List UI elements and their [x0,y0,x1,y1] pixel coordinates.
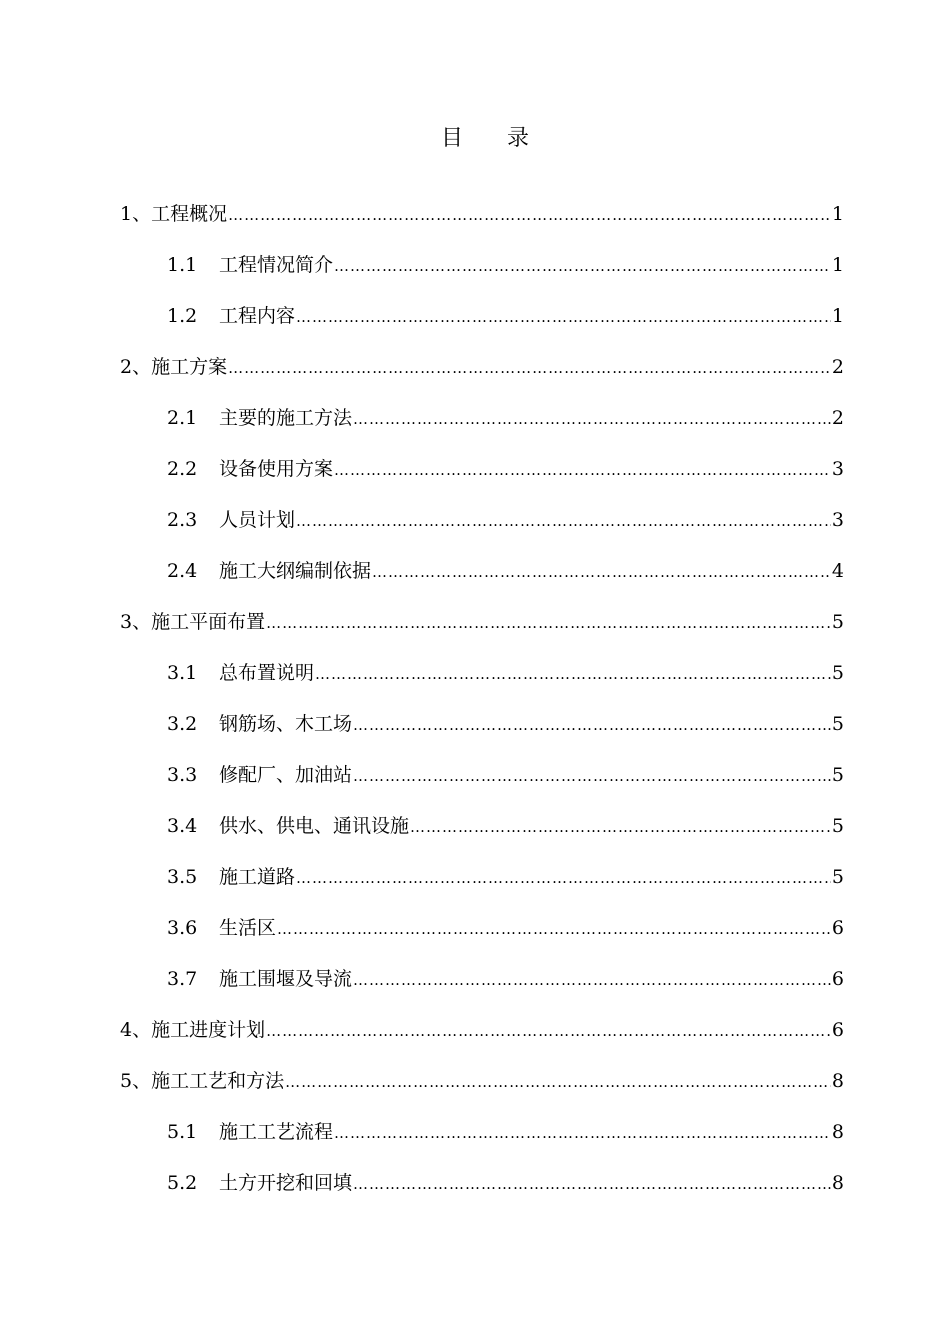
toc-page-number: 5 [831,611,844,633]
toc-entry-number: 3.7 [167,968,198,990]
toc-dot-leader [353,962,831,998]
toc-entry-number: 3.4 [167,815,198,837]
toc-entry-number: 1.2 [167,305,198,327]
toc-section-entry[interactable] [120,757,844,808]
toc-page-number: 6 [831,1019,844,1041]
toc-entry-number: 3.1 [167,662,198,684]
toc-page-number: 3 [831,509,844,531]
toc-dot-leader [353,707,831,743]
toc-dot-leader [372,554,831,590]
toc-entry-number: 2、 [120,356,152,378]
toc-title-char: 目 [440,126,463,151]
toc-page-number: 5 [831,815,844,837]
toc-dot-leader [410,809,831,845]
toc-entry-title: 工程内容 [219,305,296,327]
toc-entry-number: 3、 [120,611,152,633]
toc-chapter-entry[interactable] [120,196,844,247]
toc-page-number: 3 [831,458,844,480]
toc-section-entry[interactable] [120,1165,844,1216]
toc-section-entry[interactable] [120,502,844,553]
toc-entry-number: 3.6 [167,917,198,939]
toc-dot-leader [285,1064,831,1100]
toc-section-entry[interactable] [120,247,844,298]
toc-entry-number: 2.2 [167,458,198,480]
toc-section-entry[interactable] [120,859,844,910]
toc-page-number: 8 [831,1172,844,1194]
toc-section-entry[interactable] [120,1114,844,1165]
toc-entry-number: 4、 [120,1019,152,1041]
toc-entry-title: 工程情况简介 [219,254,334,276]
toc-dot-leader [277,911,831,947]
toc-page-number: 1 [831,203,844,225]
toc-dot-leader [266,605,831,641]
toc-section-entry[interactable] [120,655,844,706]
toc-page-number: 1 [831,254,844,276]
toc-dot-leader [315,656,831,692]
toc-entry-title: 修配厂、加油站 [219,764,353,786]
toc-entry-title: 施工大纲编制依据 [219,560,372,582]
toc-page-number: 4 [831,560,844,582]
toc-section-entry[interactable] [120,451,844,502]
toc-entry-number: 3.2 [167,713,198,735]
toc-chapter-entry[interactable] [120,1012,844,1063]
toc-entry-title: 施工工艺和方法 [151,1070,285,1092]
toc-entry-title: 施工进度计划 [151,1019,266,1041]
toc-entry-title: 工程概况 [151,203,228,225]
toc-entry-title: 施工方案 [151,356,228,378]
toc-section-entry[interactable] [120,553,844,604]
toc-entry-number: 3.5 [167,866,198,888]
toc-section-entry[interactable] [120,808,844,859]
toc-page-number: 5 [831,713,844,735]
toc-entry-number: 1.1 [167,254,198,276]
toc-chapter-entry[interactable] [120,604,844,655]
toc-dot-leader [334,452,831,488]
toc-dot-leader [266,1013,831,1049]
toc-entry-number: 3.3 [167,764,198,786]
toc-entry-title: 土方开挖和回填 [219,1172,353,1194]
toc-entry-number: 1、 [120,203,152,225]
toc-entry-number: 2.3 [167,509,198,531]
toc-section-entry[interactable] [120,706,844,757]
toc-entry-number: 5.1 [167,1121,198,1143]
toc-page-number: 6 [831,917,844,939]
toc-entry-number: 5、 [120,1070,152,1092]
toc-page-number: 1 [831,305,844,327]
toc-section-entry[interactable] [120,298,844,349]
toc-entry-title: 供水、供电、通讯设施 [219,815,410,837]
toc-chapter-entry[interactable] [120,349,844,400]
toc-entry-title: 生活区 [219,917,277,939]
toc-section-entry[interactable] [120,961,844,1012]
toc-entry-title: 人员计划 [219,509,296,531]
toc-entry-title: 施工工艺流程 [219,1121,334,1143]
toc-entry-number: 2.4 [167,560,198,582]
toc-dot-leader [353,758,831,794]
toc-dot-leader [296,860,831,896]
toc-page-number: 2 [831,356,844,378]
toc-entry-title: 设备使用方案 [219,458,334,480]
toc-page-number: 2 [831,407,844,429]
toc-page-number: 8 [831,1121,844,1143]
toc-page-number: 8 [831,1070,844,1092]
toc-title [10,124,950,154]
toc-section-entry[interactable] [120,910,844,961]
toc-dot-leader [334,1115,831,1151]
toc-dot-leader [296,503,831,539]
toc-title-char: 录 [507,126,530,151]
toc-entry-title: 总布置说明 [219,662,315,684]
toc-dot-leader [334,248,831,284]
toc-entry-title: 施工道路 [219,866,296,888]
toc-entry-title: 主要的施工方法 [219,407,353,429]
toc-entry-title: 钢筋场、木工场 [219,713,353,735]
toc-page-number: 5 [831,764,844,786]
toc-dot-leader [228,350,831,386]
toc-dot-leader [228,197,831,233]
toc-dot-leader [296,299,831,335]
toc-dot-leader [353,401,831,437]
toc-entry-number: 2.1 [167,407,198,429]
toc-page-number: 5 [831,662,844,684]
toc-chapter-entry[interactable] [120,1063,844,1114]
toc-dot-leader [353,1166,831,1202]
toc-entry-title: 施工围堰及导流 [219,968,353,990]
table-of-contents [120,196,844,1216]
toc-entry-number: 5.2 [167,1172,198,1194]
toc-page-number: 5 [831,866,844,888]
toc-entry-title: 施工平面布置 [151,611,266,633]
toc-section-entry[interactable] [120,400,844,451]
toc-page-number: 6 [831,968,844,990]
